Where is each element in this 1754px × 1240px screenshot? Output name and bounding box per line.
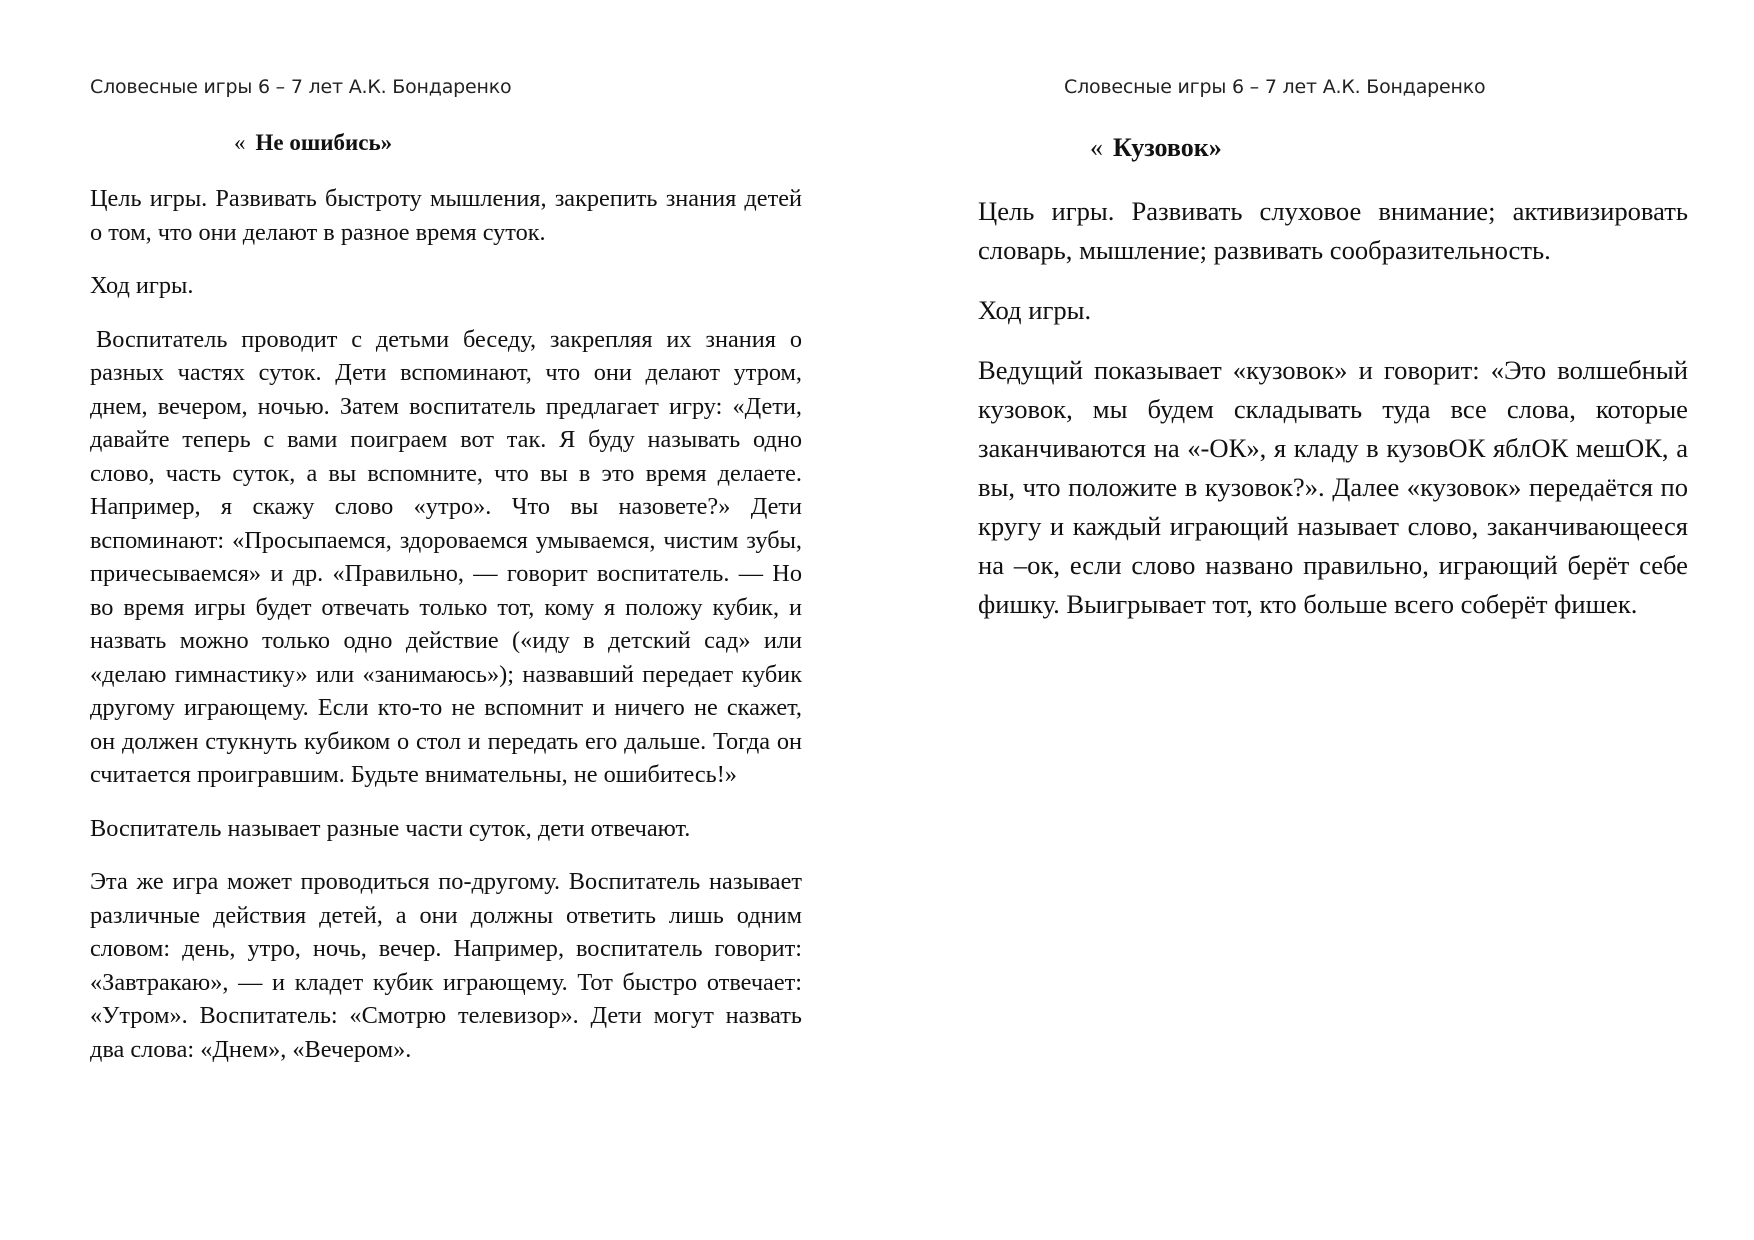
goal-paragraph: Цель игры. Развивать быстроту мышления, закрепить знания детей о том, что они делают в разное время суток. bbox=[90, 185, 802, 246]
title-text: Не ошибись» bbox=[255, 130, 393, 155]
game-title bbox=[1090, 133, 1222, 163]
description-paragraph: Ведущий показывает «кузовок» и говорит: «Это волшебный кузовок, мы будем складывать туда все слова, которые заканчиваются на «-ОК», я кладу в кузовОК яблОК мешОК, а вы, что положите в кузовок?». Далее «кузовок» передаётся по кругу и каждый играющий называет слово, заканчивающееся на –ок, если слово названо правильно, играющий берёт себе фишку. Выигрывает тот, кто больше всего соберёт фишек. bbox=[978, 355, 1688, 619]
running-header: Словесные игры 6 – 7 лет А.К. Бондаренко bbox=[1064, 76, 1486, 98]
description-paragraph: Воспитатель называет разные части суток, дети отвечают. bbox=[90, 814, 691, 842]
goal-paragraph: Цель игры. Развивать слуховое внимание; активизировать словарь, мышление; развивать сообразительность. bbox=[978, 196, 1688, 265]
title-text: Кузовок» bbox=[1113, 133, 1222, 162]
running-header: Словесные игры 6 – 7 лет А.К. Бондаренко bbox=[90, 76, 512, 98]
description-paragraph: Воспитатель проводит с детьми беседу, закрепляя их знания о разных частях суток. Дети вспоминают, что они делают утром, днем, вечером, ночью. Затем воспитатель предлагает игру: «Дети, давайте теперь с вами поиграем вот так. Я буду называть одно слово, часть суток, а вы вспомните, что вы в это время делаете. Например, я скажу слово «утро». Что вы назовете?» Дети вспоминают: «Просыпаемся, здороваемся умываемся, чистим зубы, причесываемся» и др. «Правильно, — говорит воспитатель. — Но во время игры будет отвечать только тот, кому я положу кубик, и назвать можно только одно действие («иду в детский сад» или «делаю гимнастику» или «занимаюсь»); назвавший передает кубик другому играющему. Если кто-то не вспомнит и ничего не скажет, он должен стукнуть кубиком о стол и передать его дальше. Тогда он считается проигравшим. Будьте внимательны, не ошибитесь!» bbox=[90, 325, 802, 788]
body-text bbox=[978, 192, 1688, 645]
title-quote: « bbox=[1090, 133, 1103, 162]
right-page bbox=[978, 0, 1688, 1240]
game-flow-heading: Ход игры. bbox=[978, 295, 1092, 325]
variant-paragraph: Эта же игра может проводиться по-другому. Воспитатель называет различные действия детей, а они должны ответить лишь одним словом: день, утро, ночь, вечер. Например, воспитатель говорит: «Завтракаю», — и кладет кубик играющему. Тот быстро отвечает: «Утром». Воспитатель: «Смотрю телевизор». Дети могут назвать два слова: «Днем», «Вечером». bbox=[90, 868, 802, 1063]
title-quote: « bbox=[234, 130, 246, 155]
body-text bbox=[90, 182, 802, 1086]
game-flow-heading: Ход игры. bbox=[90, 272, 194, 299]
left-page bbox=[90, 0, 802, 1240]
game-title bbox=[234, 130, 392, 156]
